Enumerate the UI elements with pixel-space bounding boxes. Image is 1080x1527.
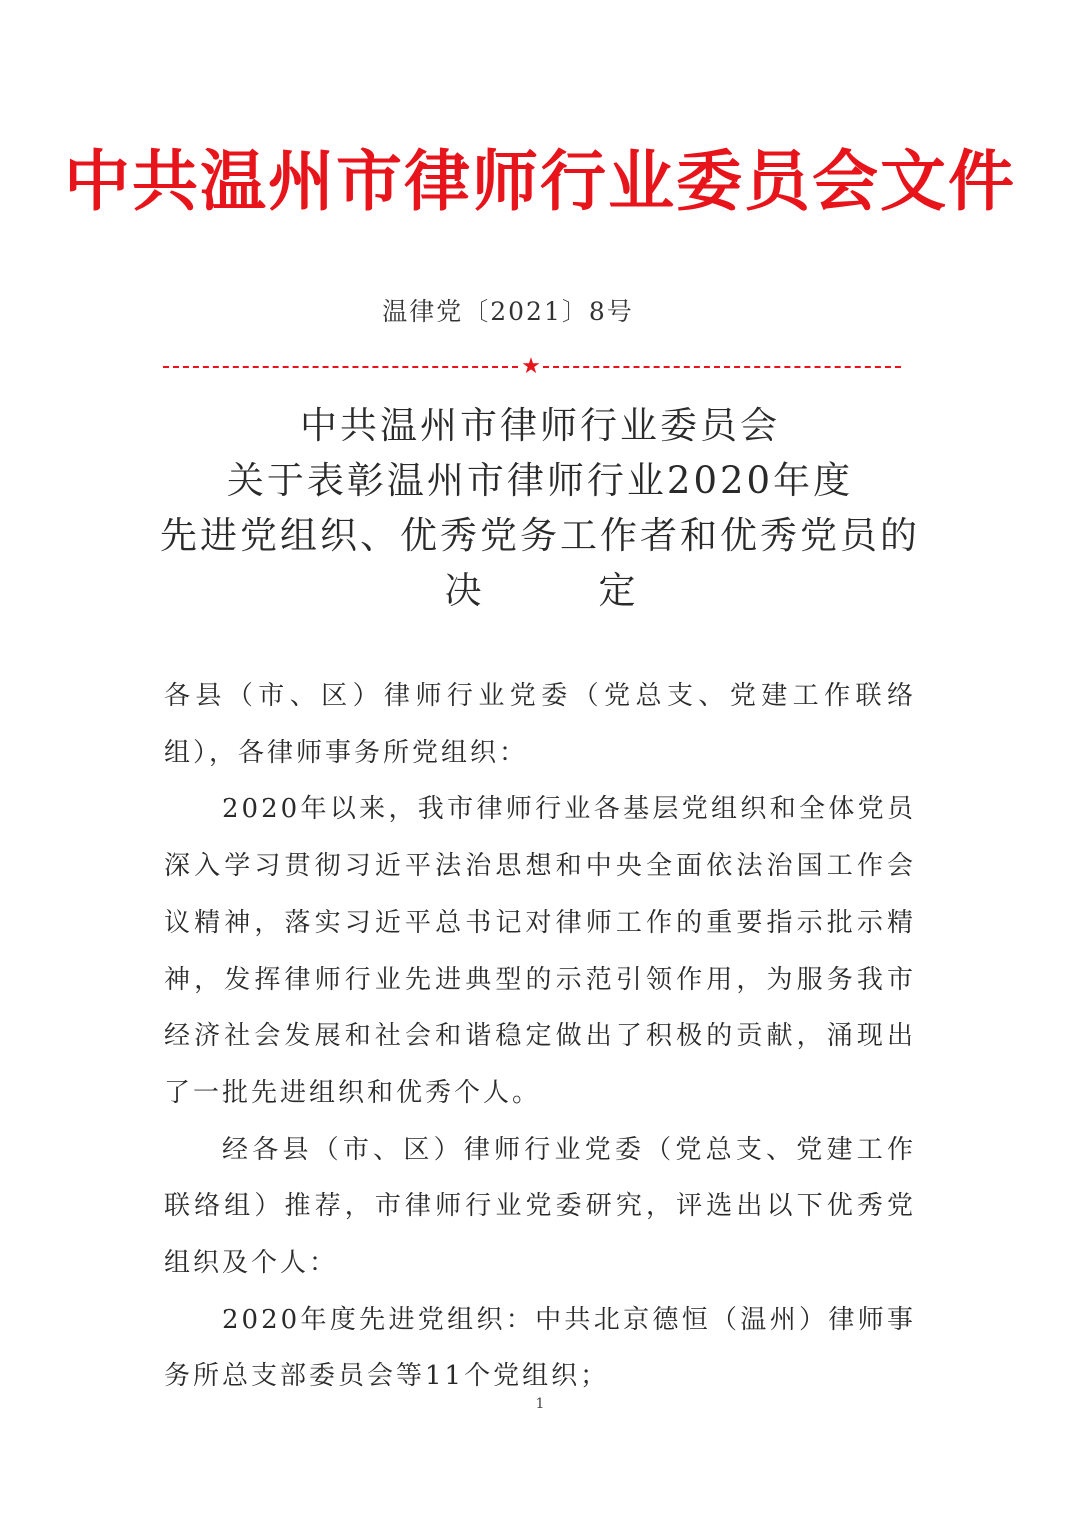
decision-title-line: 先进党组织、优秀党务工作者和优秀党员的 — [160, 514, 920, 557]
body-paragraph: 2020年以来，我市律师行业各基层党组织和全体党员深入学习贯彻习近平法治思想和中央全面依法治国工作会议精神，落实习近平总书记对律师工作的重要指示批示精神，发挥律师行业先进典型的示范引领作用，为服务我市经济社会发展和社会和谐稳定做出了积极的贡献，涌现出了一批先进组织和优秀个人。 — [164, 794, 916, 1108]
document-number: 温律党〔2021〕8号 — [382, 297, 634, 326]
separator-left-dash — [163, 366, 518, 368]
red-separator-line — [163, 352, 901, 382]
page-number: 1 — [535, 1396, 545, 1412]
salutation: 各县（市、区）律师行业党委（党总支、党建工作联络组），各律师事务所党组织： — [164, 681, 916, 768]
body-paragraph: 2020年度先进党组织：中共北京德恒（温州）律师事务所总支部委员会等11个党组织； — [164, 1304, 916, 1392]
body-paragraph: 经各县（市、区）律师行业党委（党总支、党建工作联络组）推荐，市律师行业党委研究，评选出以下优秀党组织及个人： — [164, 1134, 916, 1279]
decision-title — [0, 398, 1080, 618]
separator-right-dash — [543, 366, 901, 368]
decision-title-line: 决 定 — [444, 569, 676, 612]
decision-title-line: 中共温州市律师行业委员会 — [300, 404, 780, 447]
star-icon: ★ — [521, 354, 541, 379]
document-header-title: 中共温州市律师行业委员会文件 — [64, 143, 1016, 220]
decision-title-line: 关于表彰温州市律师行业2020年度 — [226, 459, 854, 502]
document-body — [164, 668, 916, 1405]
